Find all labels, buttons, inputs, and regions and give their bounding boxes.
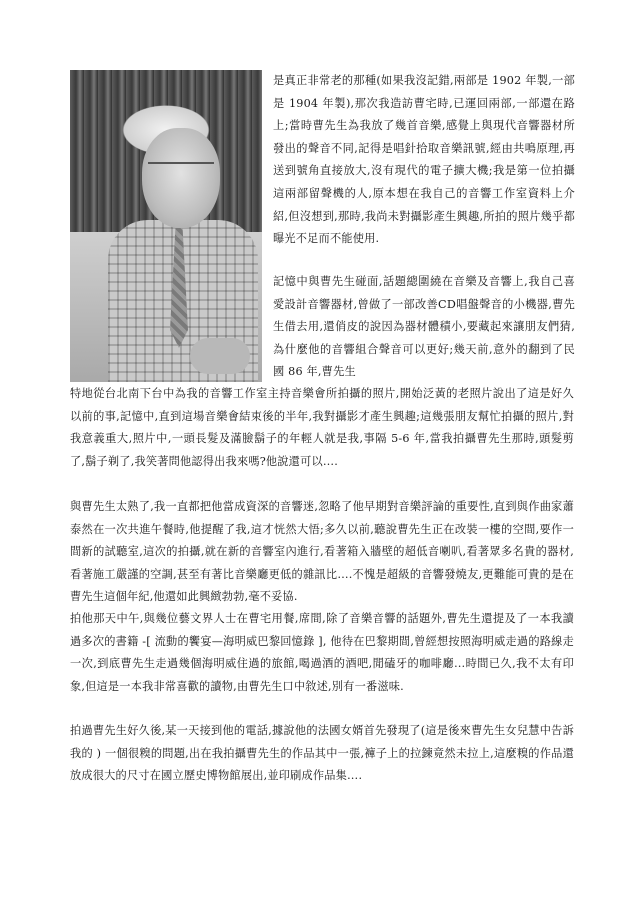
portrait-photo bbox=[70, 70, 262, 382]
paragraph-5: 拍過曹先生好久後,某一天接到他的電話,據說他的法國女婿首先發現了(這是後來曹先生女兒慧中告訴我的 ) 一個很糗的問題,出在我拍攝曹先生的作品其中一張,褲子上的拉鍊竟然未拉上,這麼糗的作品還放成很大的尺寸在國立歷史博物館展出,並印刷成作品集…. bbox=[70, 724, 574, 783]
paragraph-2-column: 記憶中與曹先生碰面,話題總圍繞在音樂及音響上,我自己喜愛設計音響器材,曾做了一部改善CD唱盤聲音的小機器,曹先生借去用,還俏皮的說因為器材體積小,要藏起來讓朋友們猜,為什麼他的音響組合聲音可以更好;幾天前,意外的翻到了民國 86 年,曹先生 bbox=[273, 275, 575, 379]
paragraph-4: 拍他那天中午,與幾位藝文界人士在曹宅用餐,席間,除了音樂音響的話題外,曹先生還提及了一本我讀過多次的書籍 -[ 流動的饗宴—海明威巴黎回憶錄 ], 他待在巴黎期間,曾經想按照海明威走過的路線走一次,到底曹先生走過幾個海明威住過的旅館,喝過酒的酒吧,閒磕牙的咖啡廳…時間已久,我不太有印象,但這是一本我非常喜歡的讀物,由曹先生口中敘述,別有一番滋味. bbox=[70, 612, 574, 693]
paragraph-1: 是真正非常老的那種(如果我沒記錯,兩部是 1902 年製,一部是 1904 年製),那次我造訪曹宅時,已運回兩部,一部還在路上;當時曹先生為我放了幾首音樂,感覺上與現代音響器材所發出的聲音不同,記得是唱針拾取音樂訊號,經由共鳴原理,再送到號角直接放大,沒有現代的電子擴大機;我是第一位拍攝這兩部留聲機的人,原本想在我自己的音響工作室資料上介紹,但沒想到,那時,我尚未對攝影產生興趣,所拍的照片幾乎都曝光不足而不能使用. bbox=[273, 74, 575, 246]
photo-glasses bbox=[148, 162, 214, 180]
paragraph-3: 與曹先生太熟了,我一直都把他當成資深的音響迷,忽略了他早期對音樂評論的重要性,直到與作曲家蕭泰然在一次共進午餐時,他提醒了我,這才恍然大悟;多久以前,聽說曹先生正在改裝一樓的空間,要作一間新的試聽室,這次的拍攝,就在新的音響室內進行,看著箱入牆壁的超低音喇叭,看著眾多名貴的器材,看著施工嚴謹的空調,甚至有著比音樂廳更低的雜訊比….不愧是超級的音響發燒友,更難能可貴的是在曹先生這個年紀,他還如此興緻勃勃,毫不妥協. bbox=[70, 500, 574, 604]
photo-hand bbox=[190, 338, 250, 374]
paragraph-2-continued: 特地從台北南下台中為我的音響工作室主持音樂會所拍攝的照片,開始泛黃的老照片說出了這是好久以前的事,記憶中,直到這場音樂會結束後的半年,我對攝影才產生興趣;這幾張朋友幫忙拍攝的照片,對我意義重大,照片中,一頭長髮及滿臉鬍子的年輕人就是我,事隔 5-6 年,當我拍攝曹先生那時,頭髮剪了,鬍子剃了,我笑著問他認得出我來嗎?他說還可以…. bbox=[70, 387, 574, 468]
